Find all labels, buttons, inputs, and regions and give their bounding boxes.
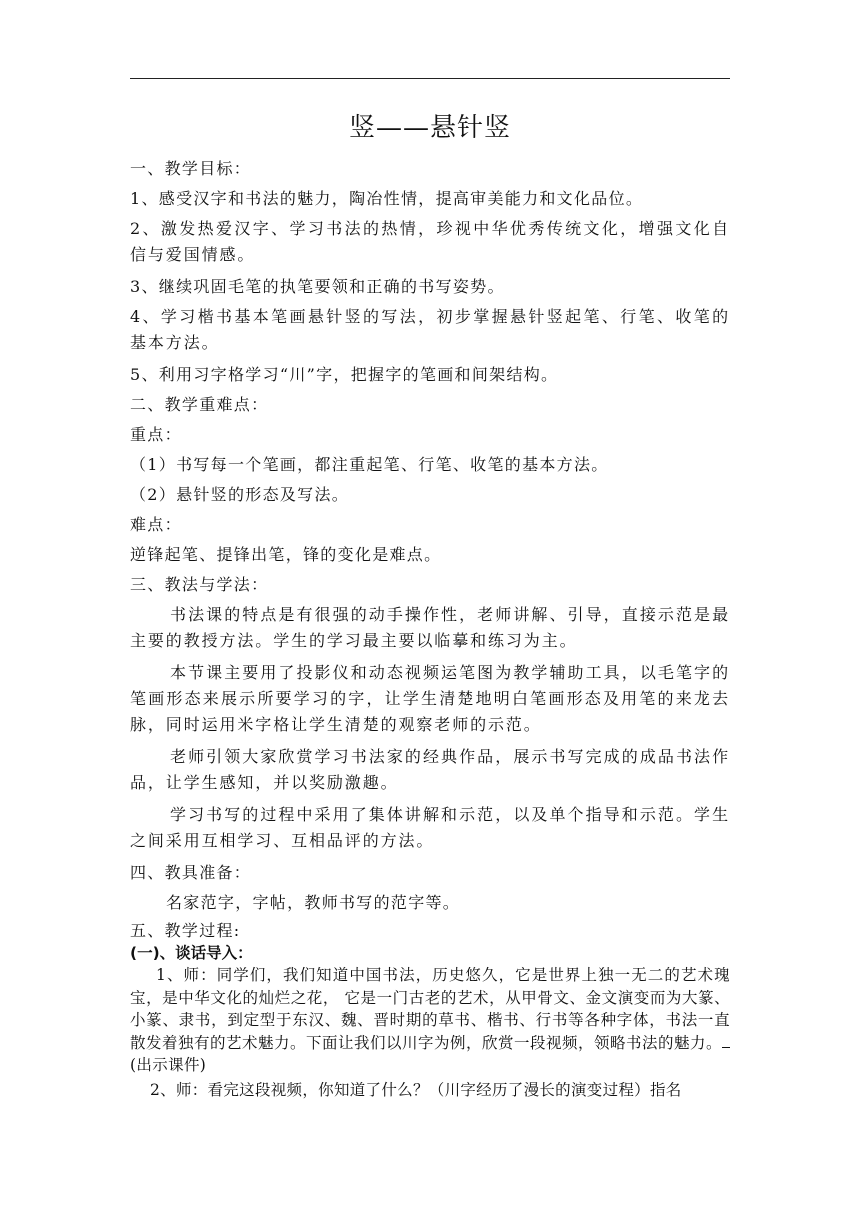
header-rule [130,78,730,79]
methods-paragraph: 本节课主要用了投影仪和动态视频运笔图为教学辅助工具，以毛笔字的笔画形态来展示所要学习的字，让学生清楚地明白笔画形态及用笔的来龙去脉，同时运用米字格让学生清楚的观察老师的示范。 [130,663,730,734]
methods-paragraph: 学习书写的过程中采用了集体讲解和示范，以及单个指导和示范。学生之间采用互相学习、互相品评的方法。 [130,805,730,850]
subsection-heading-intro: (一)、谈话导入： [130,944,253,962]
document-title: 竖——悬针竖 [348,113,511,143]
key-point-label: 重点： [130,425,182,444]
process-paragraph [130,964,730,1077]
difficult-point-text: 逆锋起笔、提锋出笔，锋的变化是难点。 [130,545,442,564]
methods-paragraph: 老师引领大家欣赏学习书法家的经典作品，展示书写完成的成品书法作品，让学生感知，并以奖励激趣。 [130,747,730,792]
difficult-point-label: 难点： [130,515,182,534]
section-heading-process: 五、教学过程: [130,921,241,940]
materials-text: 名家范字，字帖，教师书写的范字等。 [166,893,461,912]
process-paragraph: 2、师：看完这段视频，你知道了什么？（川字经历了漫长的演变过程）指名 [150,1080,682,1099]
objective-item: 4、学习楷书基本笔画悬针竖的写法，初步掌握悬针竖起笔、行笔、收笔的基本方法。 [130,307,730,352]
section-heading-materials: 四、教具准备： [130,863,252,882]
section-heading-key-points: 二、教学重难点： [130,395,269,414]
objective-item: 1、感受汉字和书法的魅力，陶冶性情，提高审美能力和文化品位。 [130,189,644,208]
courseware-note: (出示课件) [130,1056,207,1074]
underline-mark [722,1032,730,1048]
methods-paragraph: 书法课的特点是有很强的动手操作性，老师讲解、引导，直接示范是最主要的教授方法。学生的学习最主要以临摹和练习为主。 [130,605,730,650]
section-heading-methods: 三、教法与学法： [130,575,269,594]
key-point-item: （1）书写每一个笔画，都注重起笔、行笔、收笔的基本方法。 [130,455,609,474]
key-point-item: （2）悬针竖的形态及写法。 [130,485,350,504]
objective-item: 2、激发热爱汉字、学习书法的热情，珍视中华优秀传统文化，增强文化自信与爱国情感。 [130,219,730,264]
process-paragraph-main: 1、师：同学们，我们知道中国书法，历史悠久，它是世界上独一无二的艺术瑰宝，是中华文化的灿烂之花， 它是一门古老的艺术，从甲骨文、金文演变而为大篆、小篆、隶书，到定型于东汉、魏、晋时期的草书、楷书、行书等各种字体，书法一直散发着独有的艺术魅力。下面让我们以川字为例，欣赏一段视频，领略书法的魅力。 [130,966,730,1052]
section-heading-objectives: 一、教学目标： [130,159,252,178]
objective-item: 5、利用习字格学习“川”字，把握字的笔画和间架结构。 [130,365,559,384]
objective-item: 3、继续巩固毛笔的执笔要领和正确的书写姿势。 [130,277,505,296]
document-body [130,156,730,1101]
